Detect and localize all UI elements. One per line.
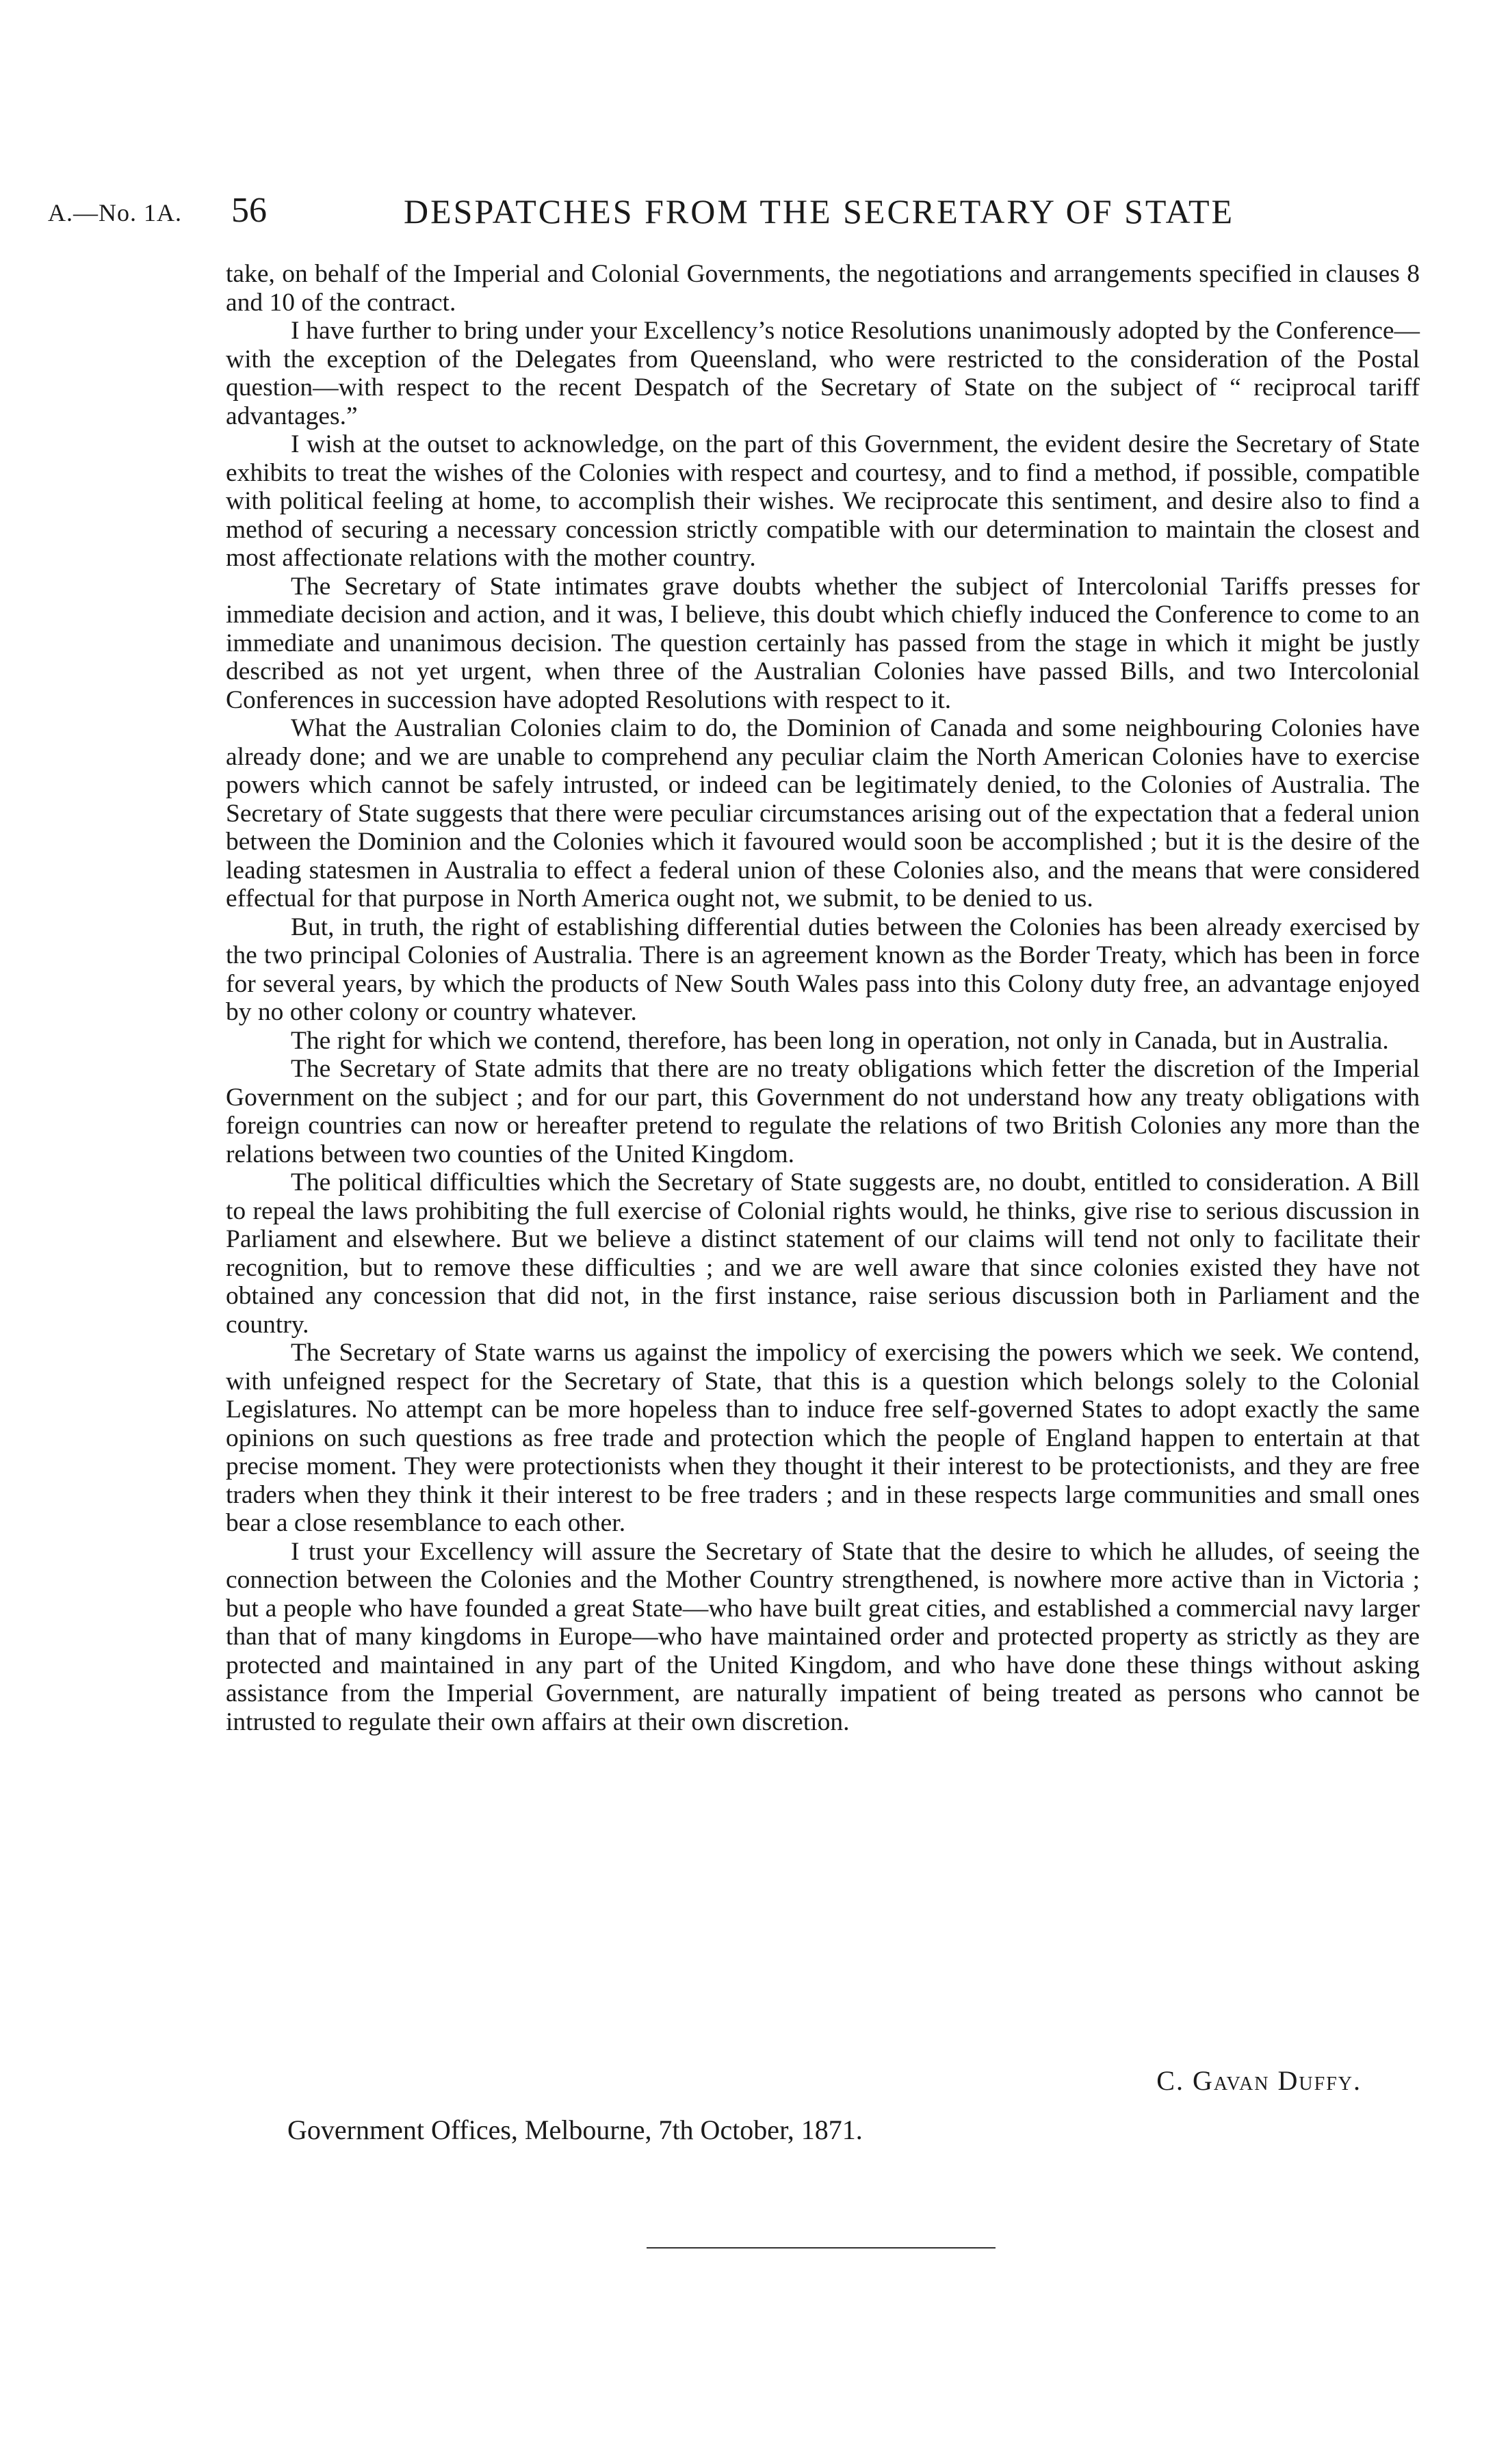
- paragraph-acknowledgement: I wish at the outset to acknowledge, on the part of this Government, the evident desire the Secretary of State exhibits to treat the wishes of the Colonies with respect and courtesy, and to find a method, if possible, compatible with political feeling at home, to accomplish their wishes. We reciprocate this sentiment, and desire also to find a method of securing a necessary concession strictly compatible with our determination to maintain the closest and most affectionate relations with the mother country.: [226, 430, 1420, 572]
- closing-rule: [647, 2247, 996, 2249]
- running-title: DESPATCHES FROM THE SECRETARY OF STATE: [404, 192, 1235, 231]
- page-header: [48, 190, 1348, 238]
- dateline: Government Offices, Melbourne, 7th October, 1871.: [287, 2114, 863, 2145]
- despatch-body: [226, 260, 1420, 1736]
- paragraph-canada-comparison: What the Australian Colonies claim to do, the Dominion of Canada and some neighbouring Colonies have already done; and we are unable to comprehend any peculiar claim the North American Colonies have to exercise powers which cannot be safely intrusted, or indeed can be legitimately denied, to the Colonies of Australia. The Secretary of State suggests that there were peculiar circumstances arising out of the expectation that a federal union between the Dominion and the Colonies which it favoured would soon be accomplished ; but it is the desire of the leading statesmen in Australia to effect a federal union of these Colonies also, and the means that were considered effectual for that purpose in North America ought not, we submit, to be denied to us.: [226, 714, 1420, 913]
- document-reference: A.—No. 1A.: [48, 199, 182, 226]
- paragraph-border-treaty: But, in truth, the right of establishing differential duties between the Colonies has been already exercised by the two principal Colonies of Australia. There is an agreement known as the Border Treaty, which has been in force for several years, by which the products of New South Wales pass into this Colony duty free, an advantage enjoyed by no other colony or country whatever.: [226, 913, 1420, 1026]
- paragraph-political-difficulties: The political difficulties which the Secretary of State suggests are, no doubt, entitled to consideration. A Bill to repeal the laws prohibiting the full exercise of Colonial rights would, he thinks, give rise to serious discussion in Parliament and elsewhere. But we believe a distinct statement of our claims will tend not only to facilitate their recognition, but to remove these difficulties ; and we are well aware that since colonies existed they have not obtained any concession that did not, in the first instance, raise serious discussion both in Parliament and the country.: [226, 1168, 1420, 1339]
- paragraph-treaty-obligations: The Secretary of State admits that there are no treaty obligations which fetter the discretion of the Imperial Government on the subject ; and for our part, this Government do not understand how any treaty obligations with foreign countries can now or hereafter pretend to regulate the relations of two British Colonies any more than the relations between two counties of the United Kingdom.: [226, 1055, 1420, 1168]
- paragraph-continuation: take, on behalf of the Imperial and Colonial Governments, the negotiations and arrangements specified in clauses 8 and 10 of the contract.: [226, 260, 1420, 317]
- page-number: 56: [231, 191, 267, 230]
- paragraph-intercolonial-tariffs: The Secretary of State intimates grave doubts whether the subject of Intercolonial Tariffs presses for immediate decision and action, and it was, I believe, this doubt which chiefly induced the Conference to come to an immediate and unanimous decision. The question certainly has passed from the stage in which it might be justly described as not yet urgent, when three of the Australian Colonies have passed Bills, and two Intercolonial Conferences in succession have adopted Resolutions with respect to it.: [226, 572, 1420, 714]
- paragraph-impolicy: The Secretary of State warns us against the impolicy of exercising the powers which we seek. We contend, with unfeigned respect for the Secretary of State, that this is a question which belongs solely to the Colonial Legislatures. No attempt can be more hopeless than to induce free self-governed States to adopt exactly the same opinions on such questions as free trade and protection which the people of England happen to entertain at that precise moment. They were protectionists when they thought it their interest to be protectionists, and they are free traders when they think it their interest to be free traders ; and in these respects large communities and small ones bear a close resemblance to each other.: [226, 1339, 1420, 1537]
- paragraph-closing: I trust your Excellency will assure the Secretary of State that the desire to which he alludes, of seeing the connection between the Colonies and the Mother Country strengthened, is nowhere more active than in Victoria ; but a people who have founded a great State—who have built great cities, and established a commercial navy larger than that of many kingdoms in Europe—who have maintained order and protected property as strictly as they are protected and maintained in any part of the United Kingdom, and who have done these things without asking assistance from the Imperial Government, are naturally impatient of being treated as persons who cannot be intrusted to regulate their own affairs at their own discretion.: [226, 1537, 1420, 1736]
- paragraph-resolutions: I have further to bring under your Excellency’s notice Resolutions unanimously adopted by the Conference—with the exception of the Delegates from Queensland, who were restricted to the consideration of the Postal question—with respect to the recent Despatch of the Secretary of State on the subject of “ reciprocal tariff advantages.”: [226, 317, 1420, 430]
- signature: C. Gavan Duffy.: [1156, 2065, 1362, 2096]
- paragraph-right-in-operation: The right for which we contend, therefore, has been long in operation, not only in Canada, but in Australia.: [291, 1026, 1389, 1055]
